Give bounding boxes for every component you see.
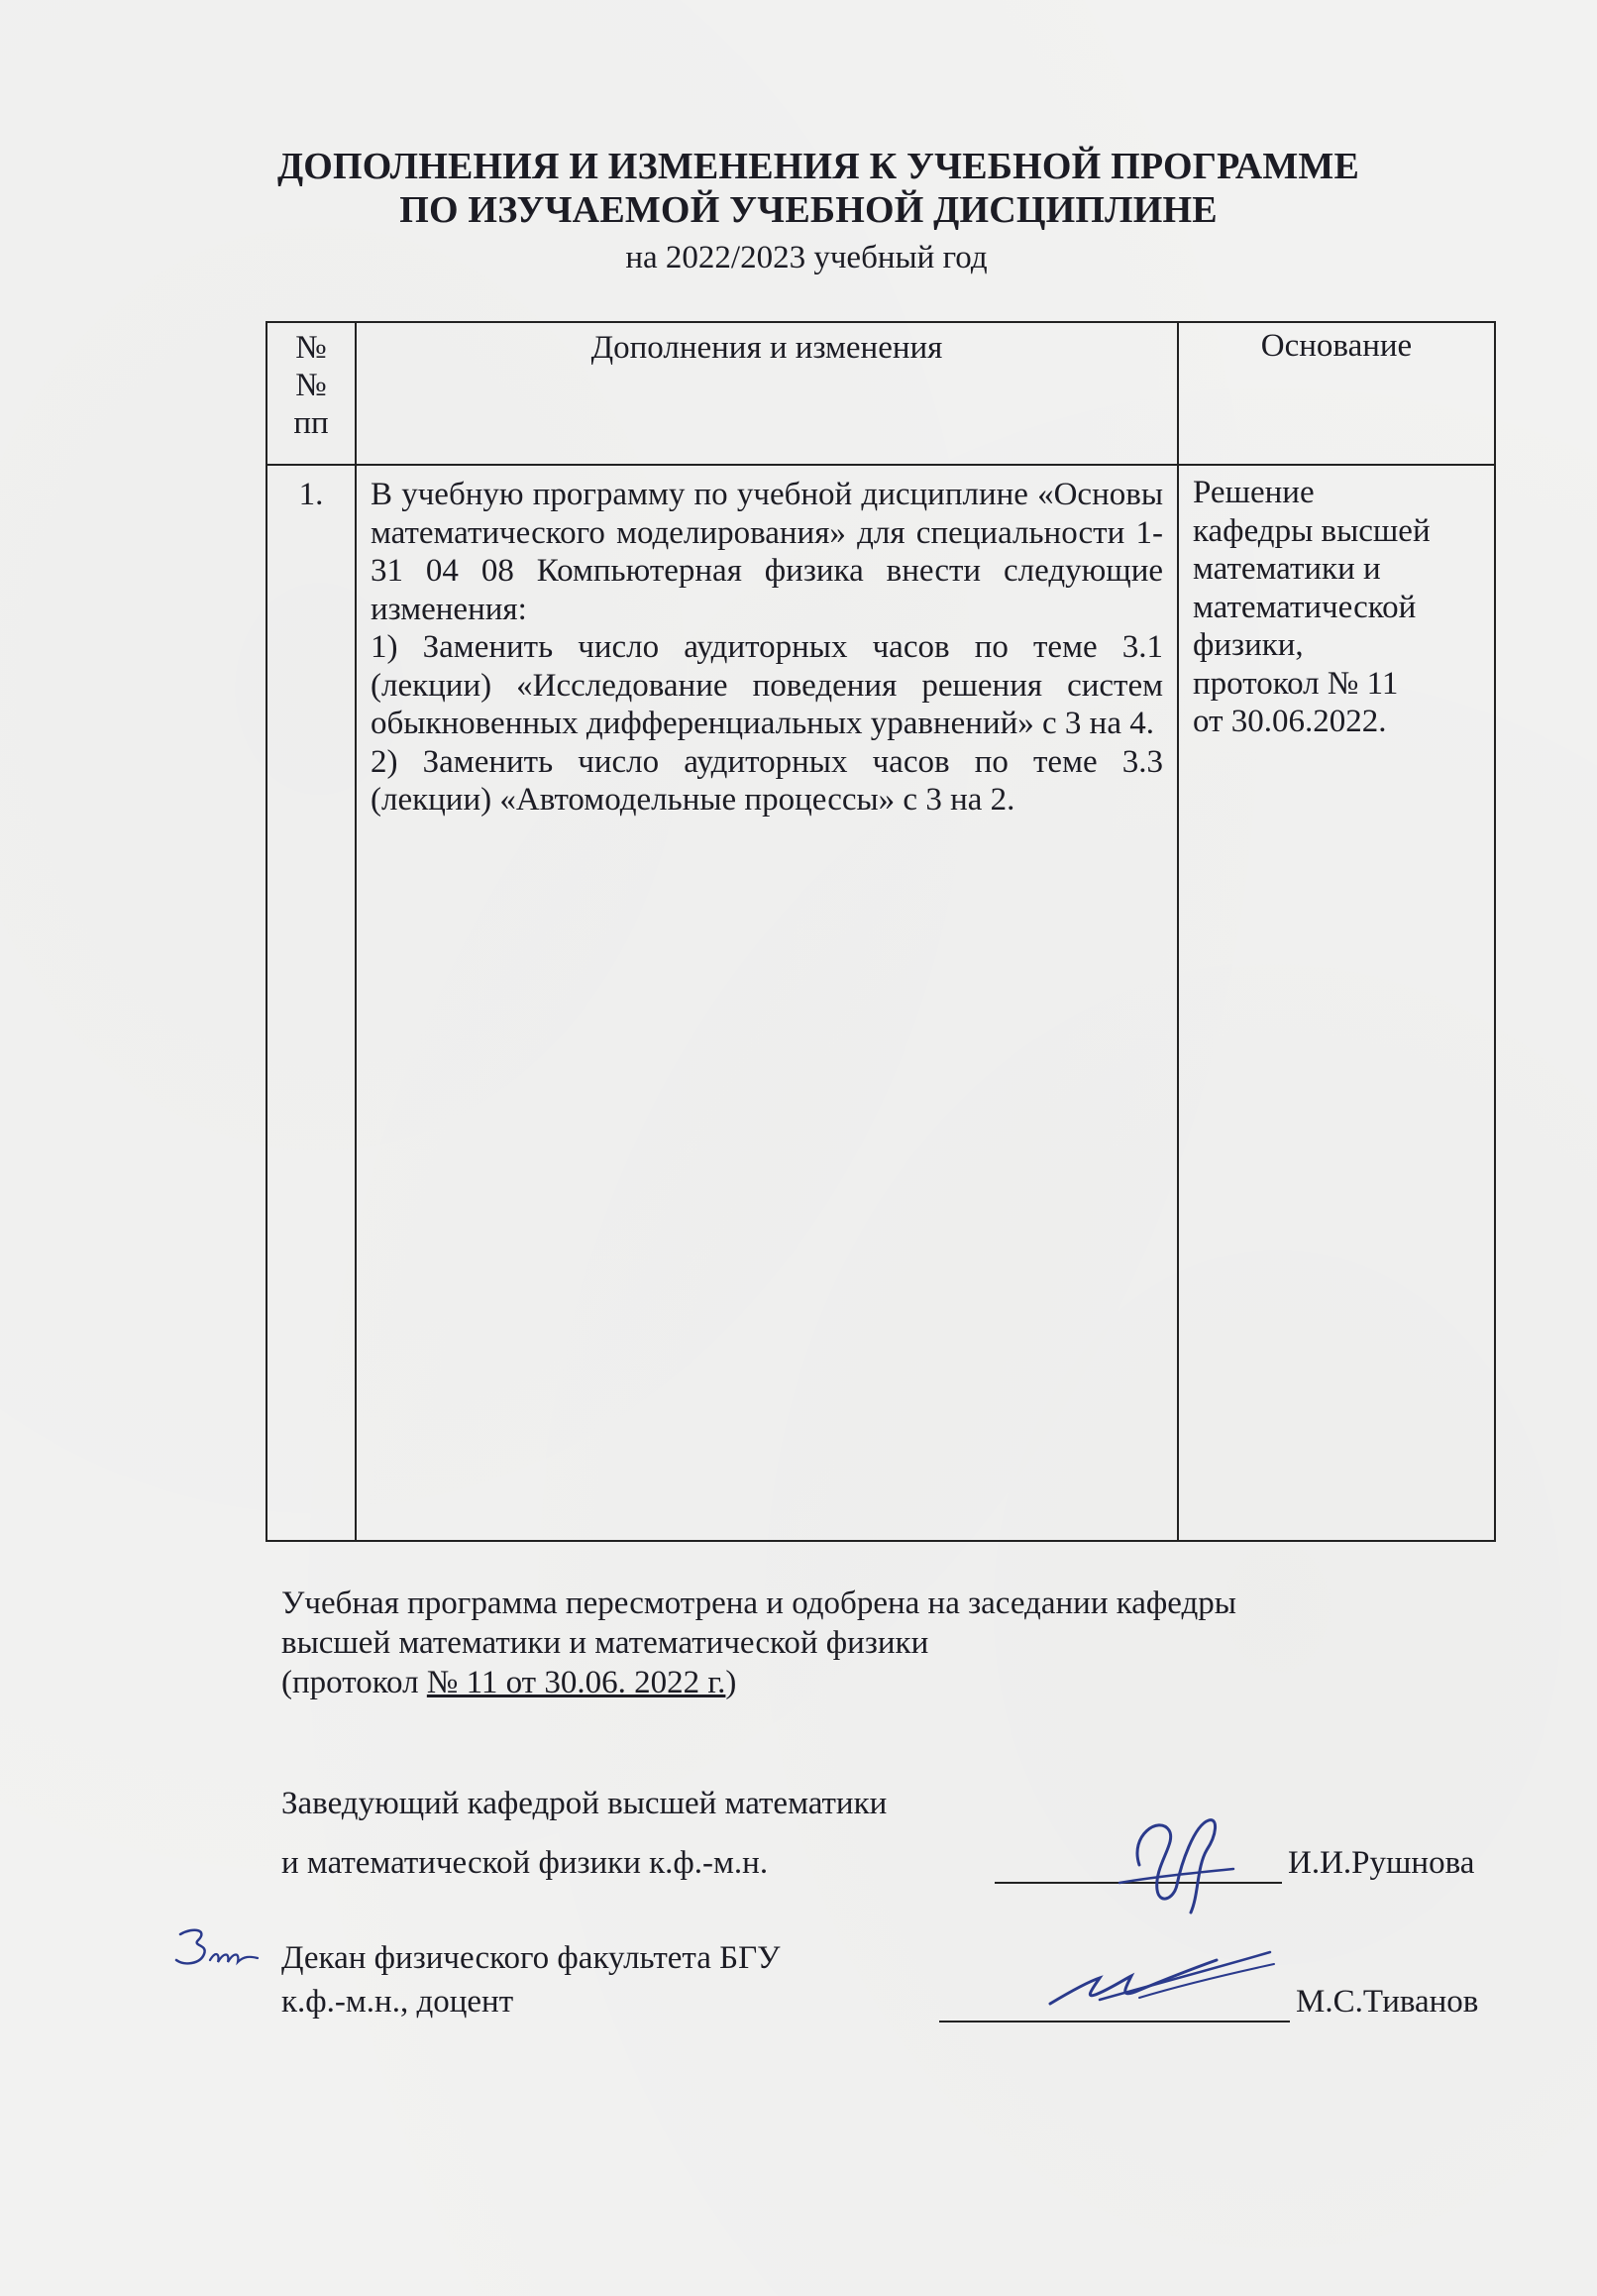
- header-number-line2: №: [295, 368, 327, 403]
- row-basis: [1178, 465, 1495, 1541]
- header-number-line3: пп: [293, 405, 329, 441]
- dean-title-line1: Декан физического факультета БГУ: [281, 1940, 781, 1976]
- head-title-line2: и математической физики к.ф.-м.н.: [281, 1845, 769, 1881]
- document-title-line2: ПО ИЗУЧАЕМОЙ УЧЕБНОЙ ДИСЦИПЛИНЕ: [399, 189, 1218, 231]
- header-basis: Основание: [1178, 322, 1495, 465]
- row-number: 1.: [266, 465, 356, 1541]
- basis-line: физики,: [1193, 627, 1304, 663]
- approval-protocol-line: [281, 1663, 1236, 1702]
- changes-table: [266, 321, 1496, 1542]
- changes-paragraph: 2) Заменить число аудиторных часов по теме 3.3 (лекции) «Автомодельные процессы» с 3 на 2.: [371, 743, 1163, 818]
- table-header-row: [266, 322, 1495, 465]
- dean-handwritten-signature: [1040, 1942, 1278, 2022]
- protocol-reference: № 11 от 30.06. 2022 г.: [426, 1665, 726, 1700]
- approval-line: высшей математики и математической физики: [281, 1625, 929, 1661]
- basis-line: Решение: [1193, 475, 1315, 510]
- document-title-line1: ДОПОЛНЕНИЯ И ИЗМЕНЕНИЯ К УЧЕБНОЙ ПРОГРАММЕ: [276, 146, 1360, 187]
- basis-line: математической: [1193, 589, 1417, 625]
- handwritten-mark: [168, 1920, 267, 1980]
- approval-line: Учебная программа пересмотрена и одобрена на заседании кафедры: [281, 1585, 1236, 1621]
- changes-paragraph: 1) Заменить число аудиторных часов по теме 3.1 (лекции) «Исследование поведения решения систем обыкновенных дифференциальных уравнений» с 3 на 4.: [371, 629, 1163, 741]
- approval-statement: [281, 1584, 1236, 1702]
- dean-title-line2: к.ф.-м.н., доцент: [281, 1984, 514, 2020]
- basis-line: математики и: [1193, 551, 1381, 587]
- head-handwritten-signature: [1100, 1796, 1248, 1924]
- basis-line: от 30.06.2022.: [1193, 704, 1387, 739]
- protocol-suffix: ): [725, 1665, 737, 1700]
- table-row: [266, 465, 1495, 1541]
- header-number: [266, 322, 356, 465]
- head-name: И.И.Рушнова: [1288, 1845, 1475, 1881]
- row-changes-text: [356, 465, 1178, 1541]
- basis-line: протокол № 11: [1193, 665, 1399, 702]
- document-subtitle: на 2022/2023 учебный год: [625, 240, 988, 275]
- changes-paragraph: В учебную программу по учебной дисциплине «Основы математического моделирования» для специальности 1-31 04 08 Компьютерная физика внести следующие изменения:: [371, 477, 1163, 627]
- header-changes: Дополнения и изменения: [356, 322, 1178, 465]
- basis-line: кафедры высшей: [1193, 512, 1431, 549]
- protocol-prefix: (протокол: [281, 1665, 427, 1700]
- head-title-line1: Заведующий кафедрой высшей математики: [281, 1786, 888, 1821]
- dean-name: М.С.Тиванов: [1296, 1984, 1479, 2020]
- header-number-line1: №: [295, 330, 327, 366]
